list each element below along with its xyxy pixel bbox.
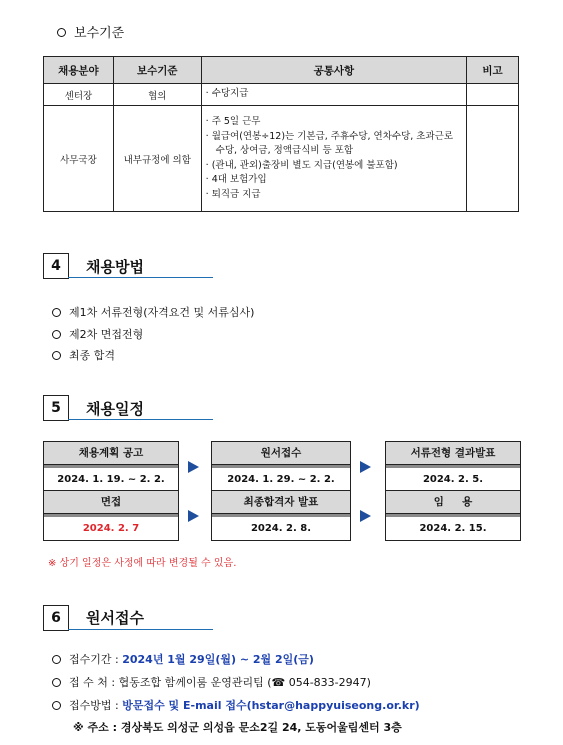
schedule-step-document-result: [385, 441, 521, 492]
row-remark: [467, 84, 519, 106]
list-item-method: 접수방법 : 방문접수 및 E-mail 접수(hstar@happyuiseong.or.kr): [52, 697, 420, 713]
list-item-place: 접 수 처 : 협동조합 함께이룸 운영관리팀 (☎ 054-833-2947): [52, 674, 371, 690]
note-item: · (관내, 관외)출장비 별도 지급(연봉에 불포함): [205, 159, 398, 171]
note-item: · 주 5일 근무: [205, 116, 261, 127]
period-value: 2024년 1월 29일(월) ~ 2월 2일(금): [122, 653, 314, 666]
step-date: 2024. 2. 7: [82, 523, 140, 534]
list-item: 제2차 면접전형: [52, 326, 143, 342]
row-standard: 내부규정에 의함: [113, 106, 201, 212]
schedule-step-appointment: [385, 490, 521, 541]
section-5-number: 5: [43, 395, 69, 421]
table-row: [44, 84, 519, 106]
step-date: 2024. 1. 19. ~ 2. 2.: [57, 474, 165, 485]
circle-bullet-icon: [52, 678, 61, 687]
pay-table-header: [44, 57, 519, 84]
address-note: ※ 주소 : 경상북도 의성군 의성읍 문소2길 24, 도동어울림센터 3층: [73, 721, 402, 734]
section-5-title: 채용일정: [86, 400, 144, 418]
schedule-step-application: [211, 441, 351, 492]
list-item-period: 접수기간 : 2024년 1월 29일(월) ~ 2월 2일(금): [52, 651, 314, 667]
circle-bullet-icon: [52, 655, 61, 664]
place-value: 협동조합 함께이룸 운영관리팀 (☎ 054-833-2947): [118, 676, 371, 689]
section-6-underline: [68, 629, 213, 630]
arrow-right-icon: [360, 510, 371, 522]
method-value: 방문접수 및 E-mail 접수(hstar@happyuiseong.or.kr): [122, 699, 420, 712]
schedule-note: ※ 상기 일정은 사정에 따라 변경될 수 있음.: [48, 558, 237, 569]
section-6-title: 원서접수: [86, 609, 144, 627]
step-date: 2024. 1. 29. ~ 2. 2.: [227, 474, 335, 485]
arrow-right-icon: [188, 510, 199, 522]
step-label: 면접: [44, 491, 178, 514]
list-item: 최종 합격: [52, 347, 115, 363]
section-4-title: 채용방법: [86, 258, 144, 276]
step-label: 임 용: [386, 491, 520, 514]
step-date: 2024. 2. 8.: [250, 523, 312, 534]
step-date: 2024. 2. 15.: [419, 523, 487, 534]
circle-bullet-icon: [52, 701, 61, 710]
row-remark: [467, 106, 519, 212]
step-label: 원서접수: [212, 442, 350, 465]
section-5-underline: [68, 419, 213, 420]
row-notes: [201, 84, 466, 106]
row-field: 사무국장: [44, 106, 114, 212]
header-standard: 보수기준: [113, 57, 201, 84]
section-4-number: 4: [43, 253, 69, 279]
table-row: [44, 106, 519, 212]
step-date: 2024. 2. 5.: [422, 474, 484, 485]
list-item: 제1차 서류전형(자격요건 및 서류심사): [52, 304, 254, 320]
circle-bullet-icon: [52, 330, 61, 339]
schedule-step-posting: [43, 441, 179, 492]
schedule-step-interview: [43, 490, 179, 541]
header-remark: 비고: [467, 57, 519, 84]
step-label: 최종합격자 발표: [212, 491, 350, 514]
header-common: 공통사항: [201, 57, 466, 84]
section-4-underline: [68, 277, 213, 278]
arrow-right-icon: [188, 461, 199, 473]
circle-bullet-icon: [52, 351, 61, 360]
row-standard: 협의: [113, 84, 201, 106]
circle-bullet-icon: [52, 308, 61, 317]
note-item: · 월급여(연봉÷12)는 기본급, 주휴수당, 연차수당, 초과근로수당, 상여금, 정액급식비 등 포함: [205, 130, 454, 156]
arrow-right-icon: [360, 461, 371, 473]
pay-table: [43, 56, 519, 212]
row-notes: [201, 106, 466, 212]
schedule-step-final-announcement: [211, 490, 351, 541]
row-field: 센터장: [44, 84, 114, 106]
circle-bullet-icon: [57, 28, 66, 37]
step-label: 서류전형 결과발표: [386, 442, 520, 465]
section-6-number: 6: [43, 605, 69, 631]
note-item: · 수당지급: [205, 88, 249, 100]
step-label: 채용계획 공고: [44, 442, 178, 465]
pay-title-text: 보수기준: [74, 26, 125, 41]
note-item: · 4대 보험가입: [205, 174, 267, 185]
note-item: · 퇴직금 지급: [205, 188, 261, 200]
pay-section-title: [57, 22, 124, 41]
header-field: 채용분야: [44, 57, 114, 84]
